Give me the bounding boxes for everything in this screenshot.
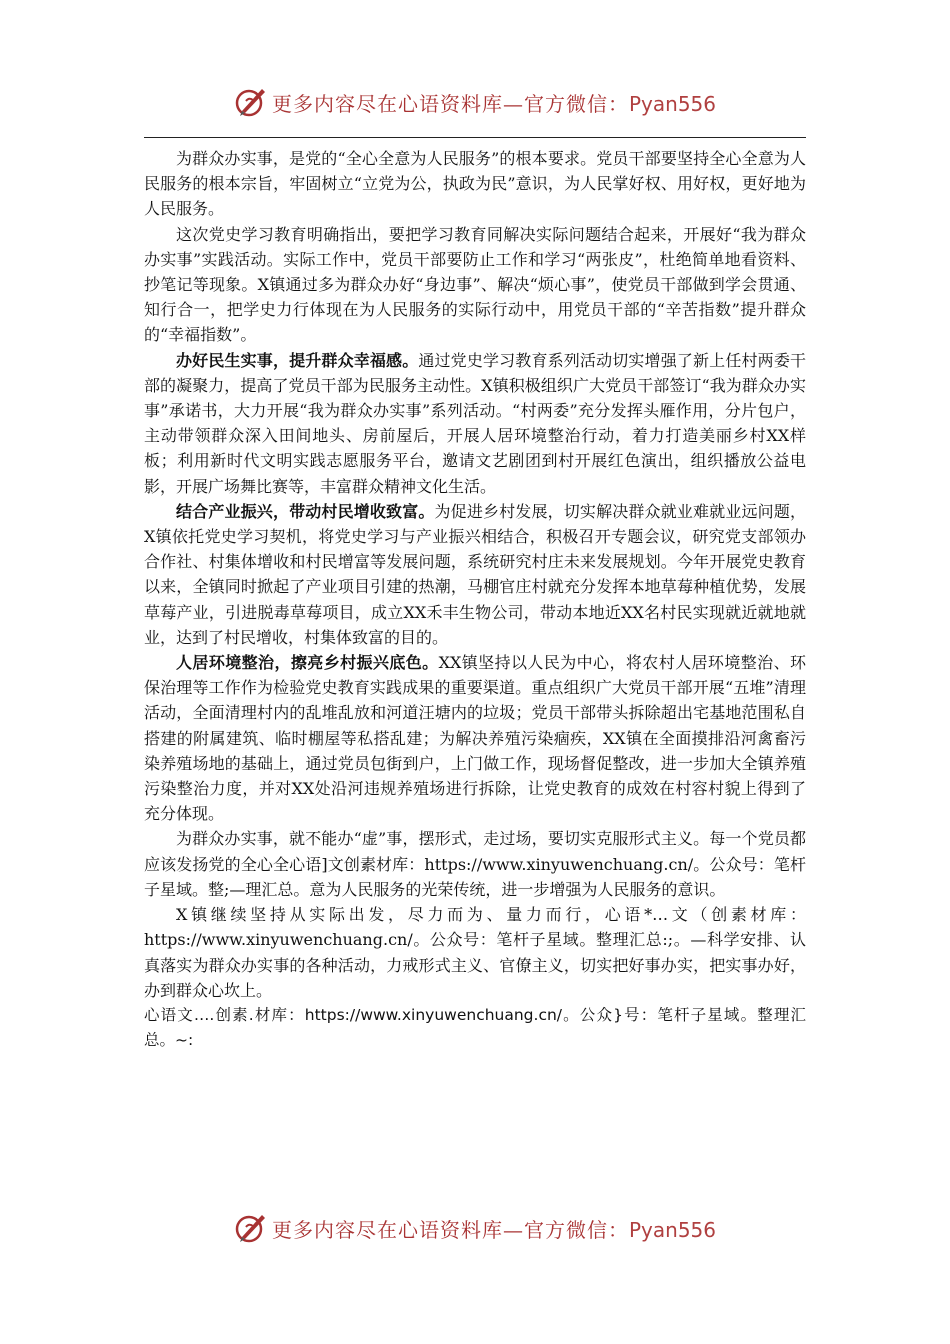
footer-banner xyxy=(0,1208,950,1248)
article-body xyxy=(144,146,806,1053)
paragraph: 为群众办实事，是党的“全心全意为人民服务”的根本要求。党员干部要坚持全心全意为人民服务的根本宗旨，牢固树立“立党为公，执政为民”意识，为人民掌好权、用好权，更好地为人民服务。 xyxy=(144,149,806,219)
header-banner xyxy=(0,82,950,122)
paragraph: 人居环境整治，擦亮乡村振兴底色。XX镇坚持以人民为中心，将农村人居环境整治、环保治理等工作作为检验党史教育实践成果的重要渠道。重点组织广大党员干部开展“五堆”清理活动，全面清理村内的乱堆乱放和河道汪塘内的垃圾；党员干部带头拆除超出宅基地范围私自搭建的附属建筑、临时棚屋等私搭乱建；为解决养殖污染痼疾，XX镇在全面摸排沿河禽畜污染养殖场地的基础上，通过党员包街到户，上门做工作，现场督促整改，进一步加大全镇养殖污染整治力度，并对XX处沿河违规养殖场进行拆除，让党史教育的成效在村容村貌上得到了充分体现。 xyxy=(144,653,806,824)
header-banner-text: 更多内容尽在心语资料库—官方微信：Pyan556 xyxy=(271,91,716,116)
section-heading: 人居环境整治，擦亮乡村振兴底色。 xyxy=(176,653,439,673)
pen-logo-icon xyxy=(234,85,268,119)
pen-logo-icon xyxy=(234,1211,268,1245)
paragraph: X镇继续坚持从实际出发，尽力而为、量力而行，心语*…文（创素材库：https://www.xinyuwenchuang.cn/。公众号：笔杆子星域。整理汇总:;。—科学安排、认真落实为群众办实事的各种活动，力戒形式主义、官僚主义，切实把好事办实，把实事办好，办到群众心坎上。 xyxy=(144,905,806,1000)
closing-line: 心语文….创素.材库：https://www.xinyuwenchuang.cn/。公众}号：笔杆子星域。整理汇总。~: xyxy=(144,1005,806,1050)
paragraph: 为群众办实事，就不能办“虚”事，摆形式，走过场，要切实克服形式主义。每一个党员都应该发扬党的全心全心语]文创素材库：https://www.xinyuwenchuang.cn/。公众号：笔杆子星域。整;—理汇总。意为人民服务的光荣传统，进一步增强为人民服务的意识。 xyxy=(144,829,806,899)
paragraph: 结合产业振兴，带动村民增收致富。为促进乡村发展，切实解决群众就业难就业远问题，X镇依托党史学习契机，将党史学习与产业振兴相结合，积极召开专题会议，研究党支部领办合作社、村集体增收和村民增富等发展问题，系统研究村庄未来发展规划。今年开展党史教育以来，全镇同时掀起了产业项目引建的热潮，马棚官庄村就充分发挥本地草莓种植优势，发展草莓产业，引进脱毒草莓项目，成立XX禾丰生物公司，带动本地近XX名村民实现就近就地就业，达到了村民增收，村集体致富的目的。 xyxy=(144,501,806,647)
paragraph: 这次党史学习教育明确指出，要把学习教育同解决实际问题结合起来，开展好“我为群众办实事”实践活动。实际工作中，党员干部要防止工作和学习“两张皮”，杜绝简单地看资料、抄笔记等现象。X镇通过多为群众办好“身边事”、解决“烦心事”，使党员干部做到学会贯通、知行合一，把学史力行体现在为人民服务的实际行动中，用党员干部的“辛苦指数”提升群众的“幸福指数”。 xyxy=(144,224,806,345)
footer-banner-text: 更多内容尽在心语资料库—官方微信：Pyan556 xyxy=(271,1217,716,1242)
section-heading: 结合产业振兴，带动村民增收致富。 xyxy=(176,501,435,521)
header-divider xyxy=(144,137,806,138)
footer-wechat-id: Pyan556 xyxy=(628,1217,716,1242)
paragraph: 办好民生实事，提升群众幸福感。通过党史学习教育系列活动切实增强了新上任村两委干部的凝聚力，提高了党员干部为民服务主动性。X镇积极组织广大党员干部签订“我为群众办实事”承诺书，大力开展“我为群众办实事”系列活动。“村两委”充分发挥头雁作用，分片包户，主动带领群众深入田间地头、房前屋后，开展人居环境整治行动，着力打造美丽乡村XX样板；利用新时代文明实践志愿服务平台，邀请文艺剧团到村开展红色演出，组织播放公益电影，开展广场舞比赛等，丰富群众精神文化生活。 xyxy=(144,350,806,496)
section-heading: 办好民生实事，提升群众幸福感。 xyxy=(176,350,419,370)
header-wechat-id: Pyan556 xyxy=(628,91,716,116)
